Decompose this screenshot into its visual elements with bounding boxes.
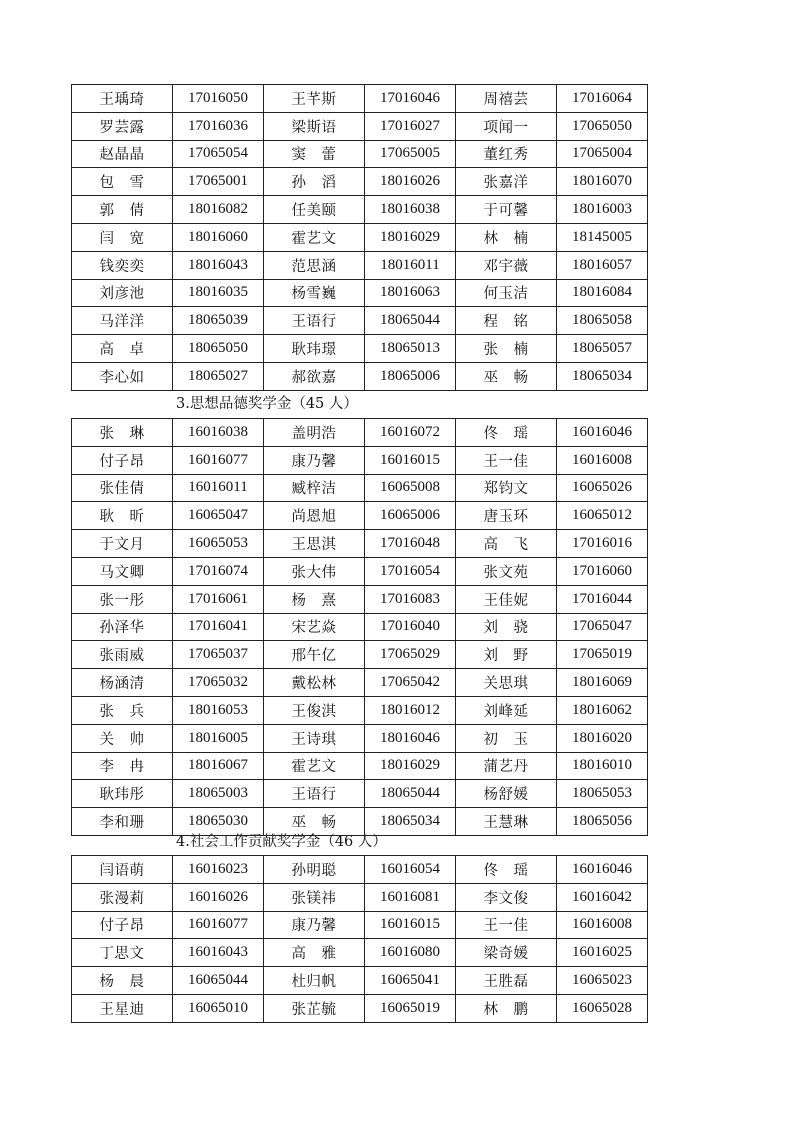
student-name-cell: 刘峰延 <box>456 696 557 724</box>
student-name-cell: 张文苑 <box>456 557 557 585</box>
student-table <box>71 84 648 391</box>
student-name-cell: 王慧琳 <box>456 808 557 836</box>
student-id-cell: 18016029 <box>365 752 456 780</box>
student-name-cell: 尚恩旭 <box>264 502 365 530</box>
student-id-cell: 18016053 <box>173 696 264 724</box>
student-id-cell: 18065030 <box>173 808 264 836</box>
student-name-cell: 孙明聪 <box>264 856 365 884</box>
student-name-cell: 梁斯语 <box>264 112 365 140</box>
student-id-cell: 16065019 <box>365 994 456 1022</box>
student-id-cell: 18065044 <box>365 780 456 808</box>
student-name-cell: 窦 蕾 <box>264 140 365 168</box>
student-name-cell: 任美颐 <box>264 196 365 224</box>
table-row <box>72 808 648 836</box>
student-id-cell: 16016025 <box>557 939 648 967</box>
student-id-cell: 16065041 <box>365 967 456 995</box>
student-name-cell: 佟 瑶 <box>456 856 557 884</box>
student-name-cell: 郝欲嘉 <box>264 362 365 390</box>
student-name-cell: 康乃馨 <box>264 446 365 474</box>
table-row <box>72 557 648 585</box>
student-name-cell: 杜归帆 <box>264 967 365 995</box>
student-name-cell: 郭 倩 <box>72 196 173 224</box>
student-id-cell: 16065008 <box>365 474 456 502</box>
student-name-cell: 霍艺文 <box>264 752 365 780</box>
student-id-cell: 16016008 <box>557 911 648 939</box>
student-name-cell: 张一彤 <box>72 585 173 613</box>
student-id-cell: 17016060 <box>557 557 648 585</box>
student-name-cell: 范思涵 <box>264 251 365 279</box>
student-table <box>71 855 648 1023</box>
student-id-cell: 18016060 <box>173 223 264 251</box>
student-id-cell: 16016008 <box>557 446 648 474</box>
student-id-cell: 17065042 <box>365 669 456 697</box>
student-name-cell: 耿玮彤 <box>72 780 173 808</box>
student-name-cell: 付子昂 <box>72 446 173 474</box>
student-id-cell: 17016036 <box>173 112 264 140</box>
student-id-cell: 16016026 <box>173 883 264 911</box>
student-id-cell: 18065044 <box>365 307 456 335</box>
student-name-cell: 丁思文 <box>72 939 173 967</box>
student-name-cell: 刘彦池 <box>72 279 173 307</box>
student-name-cell: 赵晶晶 <box>72 140 173 168</box>
student-name-cell: 霍艺文 <box>264 223 365 251</box>
student-id-cell: 17065029 <box>365 641 456 669</box>
student-name-cell: 张嘉洋 <box>456 168 557 196</box>
student-name-cell: 盖明浩 <box>264 419 365 447</box>
table-row <box>72 641 648 669</box>
student-name-cell: 王芊斯 <box>264 85 365 113</box>
student-table <box>71 418 648 836</box>
table-row <box>72 446 648 474</box>
table-row <box>72 251 648 279</box>
student-id-cell: 17016040 <box>365 613 456 641</box>
student-id-cell: 18016011 <box>365 251 456 279</box>
student-name-cell: 耿 昕 <box>72 502 173 530</box>
student-name-cell: 王一佳 <box>456 911 557 939</box>
student-id-cell: 17065047 <box>557 613 648 641</box>
student-id-cell: 18016084 <box>557 279 648 307</box>
student-id-cell: 18065027 <box>173 362 264 390</box>
student-name-cell: 付子昂 <box>72 911 173 939</box>
student-name-cell: 董红秀 <box>456 140 557 168</box>
student-name-cell: 王佳妮 <box>456 585 557 613</box>
student-name-cell: 程 铭 <box>456 307 557 335</box>
student-id-cell: 18065039 <box>173 307 264 335</box>
student-name-cell: 张芷毓 <box>264 994 365 1022</box>
table-row <box>72 613 648 641</box>
student-name-cell: 宋艺焱 <box>264 613 365 641</box>
student-id-cell: 18016038 <box>365 196 456 224</box>
student-name-cell: 李 冉 <box>72 752 173 780</box>
student-id-cell: 17016041 <box>173 613 264 641</box>
student-id-cell: 16016042 <box>557 883 648 911</box>
student-id-cell: 16016038 <box>173 419 264 447</box>
student-id-cell: 17016083 <box>365 585 456 613</box>
student-name-cell: 关思琪 <box>456 669 557 697</box>
table-row <box>72 223 648 251</box>
student-name-cell: 马文卿 <box>72 557 173 585</box>
student-id-cell: 18065058 <box>557 307 648 335</box>
student-name-cell: 李和珊 <box>72 808 173 836</box>
student-name-cell: 佟 瑶 <box>456 419 557 447</box>
student-name-cell: 杨涵清 <box>72 669 173 697</box>
student-name-cell: 李心如 <box>72 362 173 390</box>
student-id-cell: 18016010 <box>557 752 648 780</box>
table-row <box>72 530 648 558</box>
student-name-cell: 刘 骁 <box>456 613 557 641</box>
student-id-cell: 18016003 <box>557 196 648 224</box>
student-name-cell: 臧梓洁 <box>264 474 365 502</box>
section-title-social-work-scholarship: 4.社会工作贡献奖学金（46 人） <box>176 834 387 850</box>
student-name-cell: 王诗琪 <box>264 724 365 752</box>
student-name-cell: 高 飞 <box>456 530 557 558</box>
student-name-cell: 张 楠 <box>456 335 557 363</box>
student-id-cell: 18065034 <box>365 808 456 836</box>
student-id-cell: 18016026 <box>365 168 456 196</box>
student-id-cell: 18016067 <box>173 752 264 780</box>
student-name-cell: 张佳倩 <box>72 474 173 502</box>
student-name-cell: 于文月 <box>72 530 173 558</box>
student-name-cell: 巫 畅 <box>456 362 557 390</box>
table-row <box>72 112 648 140</box>
student-id-cell: 18065050 <box>173 335 264 363</box>
table-row <box>72 279 648 307</box>
table-row <box>72 724 648 752</box>
table-row <box>72 780 648 808</box>
student-id-cell: 16016046 <box>557 419 648 447</box>
student-name-cell: 关 帅 <box>72 724 173 752</box>
student-id-cell: 17065004 <box>557 140 648 168</box>
student-name-cell: 高 卓 <box>72 335 173 363</box>
student-id-cell: 16065012 <box>557 502 648 530</box>
table-row <box>72 502 648 530</box>
student-name-cell: 王胜磊 <box>456 967 557 995</box>
student-name-cell: 王星迪 <box>72 994 173 1022</box>
student-id-cell: 17065037 <box>173 641 264 669</box>
student-id-cell: 18016057 <box>557 251 648 279</box>
student-name-cell: 杨舒媛 <box>456 780 557 808</box>
student-name-cell: 项闻一 <box>456 112 557 140</box>
student-name-cell: 康乃馨 <box>264 911 365 939</box>
student-id-cell: 18016005 <box>173 724 264 752</box>
student-name-cell: 王语行 <box>264 780 365 808</box>
student-name-cell: 王一佳 <box>456 446 557 474</box>
student-name-cell: 张镁祎 <box>264 883 365 911</box>
student-name-cell: 张 琳 <box>72 419 173 447</box>
student-name-cell: 王瑀琦 <box>72 85 173 113</box>
student-name-cell: 耿玮璟 <box>264 335 365 363</box>
student-id-cell: 16065044 <box>173 967 264 995</box>
student-id-cell: 17016061 <box>173 585 264 613</box>
student-id-cell: 18065006 <box>365 362 456 390</box>
student-id-cell: 18016062 <box>557 696 648 724</box>
table-row <box>72 883 648 911</box>
student-name-cell: 闫 宽 <box>72 223 173 251</box>
student-id-cell: 17016048 <box>365 530 456 558</box>
student-id-cell: 18145005 <box>557 223 648 251</box>
student-id-cell: 18065053 <box>557 780 648 808</box>
student-name-cell: 孙泽华 <box>72 613 173 641</box>
student-name-cell: 初 玉 <box>456 724 557 752</box>
table-row <box>72 419 648 447</box>
student-id-cell: 17016016 <box>557 530 648 558</box>
student-name-cell: 于可馨 <box>456 196 557 224</box>
student-id-cell: 16065006 <box>365 502 456 530</box>
student-id-cell: 18016070 <box>557 168 648 196</box>
student-name-cell: 刘 野 <box>456 641 557 669</box>
student-id-cell: 17016074 <box>173 557 264 585</box>
moral-scholarship-table <box>71 418 648 836</box>
student-id-cell: 17016050 <box>173 85 264 113</box>
scholarship-table-continued <box>71 84 648 391</box>
student-name-cell: 王语行 <box>264 307 365 335</box>
section-title-moral-scholarship: 3.思想品德奖学金（45 人） <box>176 396 358 412</box>
student-name-cell: 林 楠 <box>456 223 557 251</box>
student-name-cell: 巫 畅 <box>264 808 365 836</box>
student-name-cell: 邓宇薇 <box>456 251 557 279</box>
student-id-cell: 17016044 <box>557 585 648 613</box>
student-id-cell: 18065003 <box>173 780 264 808</box>
student-id-cell: 18016063 <box>365 279 456 307</box>
student-name-cell: 李文俊 <box>456 883 557 911</box>
student-name-cell: 杨雪巍 <box>264 279 365 307</box>
student-name-cell: 张漫莉 <box>72 883 173 911</box>
student-name-cell: 罗芸露 <box>72 112 173 140</box>
table-row <box>72 168 648 196</box>
student-id-cell: 18016069 <box>557 669 648 697</box>
student-id-cell: 18016043 <box>173 251 264 279</box>
student-name-cell: 张雨威 <box>72 641 173 669</box>
student-id-cell: 16016077 <box>173 446 264 474</box>
student-name-cell: 郑钧文 <box>456 474 557 502</box>
student-name-cell: 马洋洋 <box>72 307 173 335</box>
student-name-cell: 杨 熹 <box>264 585 365 613</box>
student-id-cell: 18016082 <box>173 196 264 224</box>
student-name-cell: 何玉洁 <box>456 279 557 307</box>
table-row <box>72 752 648 780</box>
student-id-cell: 16016011 <box>173 474 264 502</box>
table-row <box>72 994 648 1022</box>
student-id-cell: 16016077 <box>173 911 264 939</box>
table-row <box>72 474 648 502</box>
student-name-cell: 梁奇媛 <box>456 939 557 967</box>
student-id-cell: 16016015 <box>365 446 456 474</box>
student-id-cell: 17065005 <box>365 140 456 168</box>
table-row <box>72 85 648 113</box>
student-name-cell: 邢午亿 <box>264 641 365 669</box>
table-row <box>72 140 648 168</box>
student-name-cell: 周禧芸 <box>456 85 557 113</box>
student-id-cell: 16016043 <box>173 939 264 967</box>
table-row <box>72 911 648 939</box>
student-id-cell: 17065054 <box>173 140 264 168</box>
student-name-cell: 钱奕奕 <box>72 251 173 279</box>
student-id-cell: 16065028 <box>557 994 648 1022</box>
student-name-cell: 杨 晨 <box>72 967 173 995</box>
student-name-cell: 王思淇 <box>264 530 365 558</box>
social-work-scholarship-table <box>71 855 648 1023</box>
student-id-cell: 18065013 <box>365 335 456 363</box>
table-row <box>72 939 648 967</box>
student-id-cell: 16065010 <box>173 994 264 1022</box>
student-name-cell: 闫语萌 <box>72 856 173 884</box>
table-row <box>72 696 648 724</box>
student-id-cell: 18016020 <box>557 724 648 752</box>
student-id-cell: 16065053 <box>173 530 264 558</box>
student-name-cell: 戴松林 <box>264 669 365 697</box>
student-id-cell: 16016015 <box>365 911 456 939</box>
student-id-cell: 17016046 <box>365 85 456 113</box>
student-id-cell: 16016072 <box>365 419 456 447</box>
student-id-cell: 16065023 <box>557 967 648 995</box>
student-id-cell: 16016023 <box>173 856 264 884</box>
student-name-cell: 唐玉环 <box>456 502 557 530</box>
student-id-cell: 16065026 <box>557 474 648 502</box>
student-name-cell: 蒲艺丹 <box>456 752 557 780</box>
table-row <box>72 585 648 613</box>
student-id-cell: 16065047 <box>173 502 264 530</box>
table-row <box>72 307 648 335</box>
table-row <box>72 669 648 697</box>
table-row <box>72 196 648 224</box>
student-id-cell: 17016054 <box>365 557 456 585</box>
student-id-cell: 16016046 <box>557 856 648 884</box>
student-name-cell: 张 兵 <box>72 696 173 724</box>
student-id-cell: 16016081 <box>365 883 456 911</box>
student-id-cell: 18016046 <box>365 724 456 752</box>
student-name-cell: 包 雪 <box>72 168 173 196</box>
student-id-cell: 17065050 <box>557 112 648 140</box>
student-id-cell: 17016064 <box>557 85 648 113</box>
student-id-cell: 18016012 <box>365 696 456 724</box>
student-name-cell: 林 鹏 <box>456 994 557 1022</box>
student-name-cell: 高 雅 <box>264 939 365 967</box>
table-row <box>72 335 648 363</box>
student-name-cell: 孙 滔 <box>264 168 365 196</box>
table-row <box>72 856 648 884</box>
student-id-cell: 18016035 <box>173 279 264 307</box>
student-id-cell: 16016054 <box>365 856 456 884</box>
student-id-cell: 18016029 <box>365 223 456 251</box>
student-id-cell: 18065056 <box>557 808 648 836</box>
student-name-cell: 王俊淇 <box>264 696 365 724</box>
student-id-cell: 17065019 <box>557 641 648 669</box>
student-id-cell: 17065032 <box>173 669 264 697</box>
student-id-cell: 18065057 <box>557 335 648 363</box>
table-row <box>72 967 648 995</box>
student-id-cell: 17065001 <box>173 168 264 196</box>
student-id-cell: 17016027 <box>365 112 456 140</box>
student-id-cell: 18065034 <box>557 362 648 390</box>
student-id-cell: 16016080 <box>365 939 456 967</box>
table-row <box>72 362 648 390</box>
student-name-cell: 张大伟 <box>264 557 365 585</box>
